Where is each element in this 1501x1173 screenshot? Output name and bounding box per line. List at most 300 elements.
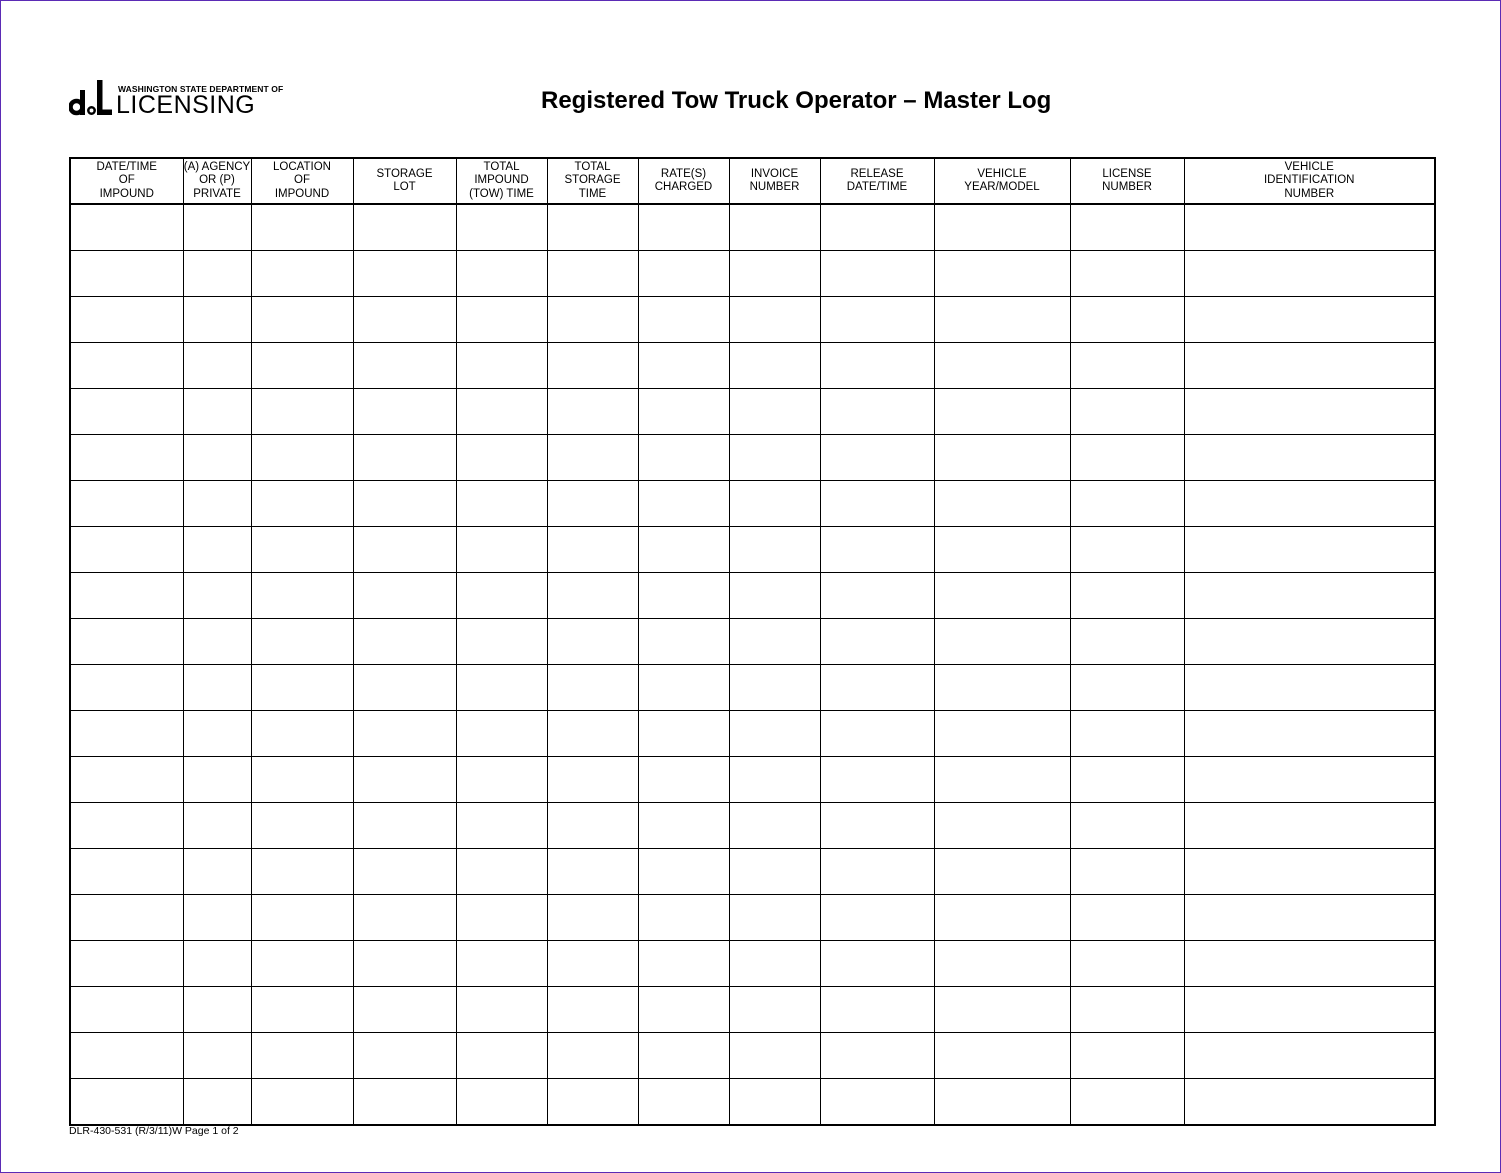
column-header	[729, 158, 820, 204]
log-entry-cell[interactable]	[70, 1079, 183, 1126]
log-entry-cell[interactable]	[820, 251, 934, 297]
log-entry-cell[interactable]	[70, 803, 183, 849]
column-header-line: INVOICE	[750, 167, 799, 180]
log-entry-cell[interactable]	[456, 343, 547, 389]
log-entry-cell[interactable]	[251, 297, 353, 343]
log-entry-cell[interactable]	[1184, 619, 1435, 665]
log-entry-cell[interactable]	[251, 527, 353, 573]
log-entry-cell[interactable]	[456, 665, 547, 711]
column-header	[1070, 158, 1184, 204]
log-entry-cell[interactable]	[820, 803, 934, 849]
column-header-line: VEHICLE	[977, 167, 1027, 180]
log-entry-cell[interactable]	[820, 435, 934, 481]
log-entry-cell[interactable]	[638, 711, 729, 757]
log-entry-cell[interactable]	[1070, 849, 1184, 895]
column-header-line: IDENTIFICATION	[1263, 174, 1355, 187]
log-entry-cell[interactable]	[729, 573, 820, 619]
log-entry-cell[interactable]	[934, 573, 1070, 619]
log-entry-cell[interactable]	[547, 619, 638, 665]
log-entry-cell[interactable]	[934, 527, 1070, 573]
table-row	[70, 481, 1435, 527]
log-entry-cell[interactable]	[547, 343, 638, 389]
log-entry-cell[interactable]	[456, 527, 547, 573]
table-header-row	[70, 158, 1435, 204]
log-entry-cell[interactable]	[251, 343, 353, 389]
log-entry-cell[interactable]	[353, 251, 456, 297]
log-entry-cell[interactable]	[353, 619, 456, 665]
log-entry-cell[interactable]	[353, 757, 456, 803]
log-entry-cell[interactable]	[251, 665, 353, 711]
log-entry-cell[interactable]	[183, 251, 251, 297]
log-entry-cell[interactable]	[70, 527, 183, 573]
log-entry-cell[interactable]	[1070, 389, 1184, 435]
log-entry-cell[interactable]	[353, 481, 456, 527]
log-entry-cell[interactable]	[820, 665, 934, 711]
table-row	[70, 757, 1435, 803]
log-entry-cell[interactable]	[251, 849, 353, 895]
log-entry-cell[interactable]	[353, 573, 456, 619]
log-entry-cell[interactable]	[638, 757, 729, 803]
log-entry-cell[interactable]	[1070, 481, 1184, 527]
log-entry-cell[interactable]	[1070, 987, 1184, 1033]
log-entry-cell[interactable]	[547, 204, 638, 251]
log-entry-cell[interactable]	[456, 204, 547, 251]
log-entry-cell[interactable]	[70, 849, 183, 895]
log-entry-cell[interactable]	[183, 481, 251, 527]
log-entry-cell[interactable]	[353, 849, 456, 895]
table-row	[70, 573, 1435, 619]
log-entry-cell[interactable]	[456, 251, 547, 297]
log-entry-cell[interactable]	[251, 435, 353, 481]
log-entry-cell[interactable]	[1184, 757, 1435, 803]
log-entry-cell[interactable]	[353, 895, 456, 941]
log-entry-cell[interactable]	[547, 389, 638, 435]
log-entry-cell[interactable]	[820, 895, 934, 941]
log-entry-cell[interactable]	[251, 757, 353, 803]
log-entry-cell[interactable]	[547, 481, 638, 527]
table-row	[70, 1079, 1435, 1126]
log-entry-cell[interactable]	[183, 389, 251, 435]
log-entry-cell[interactable]	[934, 757, 1070, 803]
log-entry-cell[interactable]	[183, 849, 251, 895]
log-entry-cell[interactable]	[183, 941, 251, 987]
log-entry-cell[interactable]	[183, 1079, 251, 1126]
log-entry-cell[interactable]	[729, 1079, 820, 1126]
log-entry-cell[interactable]	[638, 527, 729, 573]
log-entry-cell[interactable]	[251, 204, 353, 251]
log-entry-cell[interactable]	[934, 665, 1070, 711]
log-entry-cell[interactable]	[70, 297, 183, 343]
log-entry-cell[interactable]	[638, 343, 729, 389]
log-entry-cell[interactable]	[70, 895, 183, 941]
column-header-line: (A) AGENCY	[183, 160, 251, 173]
log-entry-cell[interactable]	[638, 665, 729, 711]
log-entry-cell[interactable]	[547, 527, 638, 573]
log-entry-cell[interactable]	[1070, 1079, 1184, 1126]
log-entry-cell[interactable]	[1070, 619, 1184, 665]
log-entry-cell[interactable]	[183, 204, 251, 251]
log-entry-cell[interactable]	[547, 251, 638, 297]
log-entry-cell[interactable]	[820, 1033, 934, 1079]
log-entry-cell[interactable]	[70, 435, 183, 481]
log-entry-cell[interactable]	[729, 665, 820, 711]
log-entry-cell[interactable]	[183, 343, 251, 389]
log-entry-cell[interactable]	[456, 389, 547, 435]
log-entry-cell[interactable]	[183, 1033, 251, 1079]
log-entry-cell[interactable]	[729, 757, 820, 803]
log-entry-cell[interactable]	[638, 849, 729, 895]
log-entry-cell[interactable]	[638, 895, 729, 941]
log-entry-cell[interactable]	[729, 435, 820, 481]
log-entry-cell[interactable]	[729, 803, 820, 849]
log-entry-cell[interactable]	[729, 527, 820, 573]
table-row	[70, 1033, 1435, 1079]
log-entry-cell[interactable]	[251, 987, 353, 1033]
log-entry-cell[interactable]	[353, 389, 456, 435]
log-entry-cell[interactable]	[456, 757, 547, 803]
column-header-line: IMPOUND	[474, 174, 529, 187]
log-entry-cell[interactable]	[729, 481, 820, 527]
column-header-line: LOT	[393, 181, 416, 193]
log-entry-cell[interactable]	[1184, 297, 1435, 343]
log-entry-cell[interactable]	[456, 435, 547, 481]
log-entry-cell[interactable]	[934, 849, 1070, 895]
log-entry-cell[interactable]	[251, 1033, 353, 1079]
log-entry-cell[interactable]	[1070, 757, 1184, 803]
log-entry-cell[interactable]	[1184, 849, 1435, 895]
log-entry-cell[interactable]	[70, 481, 183, 527]
column-header-line: OF	[294, 174, 310, 187]
log-entry-cell[interactable]	[456, 895, 547, 941]
log-entry-cell[interactable]	[1070, 435, 1184, 481]
table-row	[70, 665, 1435, 711]
table-row	[70, 204, 1435, 251]
log-entry-cell[interactable]	[456, 941, 547, 987]
log-entry-cell[interactable]	[70, 619, 183, 665]
log-entry-cell[interactable]	[353, 665, 456, 711]
log-entry-cell[interactable]	[251, 389, 353, 435]
log-entry-cell[interactable]	[638, 251, 729, 297]
log-entry-cell[interactable]	[1184, 711, 1435, 757]
log-entry-cell[interactable]	[456, 1079, 547, 1126]
column-header-line: LOCATION	[273, 160, 331, 173]
log-entry-cell[interactable]	[820, 527, 934, 573]
table-row	[70, 619, 1435, 665]
log-entry-cell[interactable]	[456, 803, 547, 849]
log-entry-cell[interactable]	[456, 1033, 547, 1079]
log-entry-cell[interactable]	[547, 803, 638, 849]
column-header	[547, 158, 638, 204]
log-entry-cell[interactable]	[1184, 1079, 1435, 1126]
log-entry-cell[interactable]	[251, 573, 353, 619]
log-entry-cell[interactable]	[1184, 481, 1435, 527]
log-entry-cell[interactable]	[820, 987, 934, 1033]
log-entry-cell[interactable]	[251, 895, 353, 941]
log-entry-cell[interactable]	[1184, 251, 1435, 297]
log-entry-cell[interactable]	[183, 527, 251, 573]
log-entry-cell[interactable]	[934, 1079, 1070, 1126]
log-entry-cell[interactable]	[70, 941, 183, 987]
column-header-line: STORAGE	[564, 174, 621, 187]
log-entry-cell[interactable]	[353, 1079, 456, 1126]
log-entry-cell[interactable]	[251, 803, 353, 849]
logo-agency-line: WASHINGTON STATE DEPARTMENT OF	[118, 84, 284, 94]
log-entry-cell[interactable]	[547, 757, 638, 803]
log-entry-cell[interactable]	[638, 941, 729, 987]
log-entry-cell[interactable]	[1070, 527, 1184, 573]
log-entry-cell[interactable]	[729, 297, 820, 343]
column-header-line: DATE/TIME	[96, 160, 157, 173]
column-header-line: RATE(S)	[660, 167, 707, 180]
log-entry-cell[interactable]	[729, 251, 820, 297]
log-entry-cell[interactable]	[934, 941, 1070, 987]
log-entry-cell[interactable]	[934, 297, 1070, 343]
log-entry-cell[interactable]	[729, 389, 820, 435]
log-entry-cell[interactable]	[934, 204, 1070, 251]
log-entry-cell[interactable]	[638, 389, 729, 435]
master-log-table	[69, 157, 1436, 1126]
log-entry-cell[interactable]	[456, 573, 547, 619]
log-entry-cell[interactable]	[820, 343, 934, 389]
column-header-line: TOTAL	[574, 160, 611, 173]
column-header	[638, 158, 729, 204]
log-entry-cell[interactable]	[1070, 343, 1184, 389]
log-entry-cell[interactable]	[1184, 204, 1435, 251]
log-entry-cell[interactable]	[934, 895, 1070, 941]
column-header-line: OR (P)	[199, 174, 235, 187]
log-entry-cell[interactable]	[638, 619, 729, 665]
log-entry-cell[interactable]	[70, 204, 183, 251]
log-entry-cell[interactable]	[251, 1079, 353, 1126]
log-entry-cell[interactable]	[456, 619, 547, 665]
log-entry-cell[interactable]	[183, 803, 251, 849]
log-entry-cell[interactable]	[729, 941, 820, 987]
page-title: Registered Tow Truck Operator – Master Log	[541, 87, 1052, 114]
column-header	[1184, 158, 1435, 204]
log-entry-cell[interactable]	[729, 204, 820, 251]
log-entry-cell[interactable]	[638, 204, 729, 251]
log-entry-cell[interactable]	[934, 803, 1070, 849]
log-entry-cell[interactable]	[70, 1033, 183, 1079]
column-header-line: CHARGED	[654, 181, 713, 193]
log-entry-cell[interactable]	[729, 1033, 820, 1079]
log-entry-cell[interactable]	[353, 297, 456, 343]
log-entry-cell[interactable]	[183, 987, 251, 1033]
log-entry-cell[interactable]	[456, 987, 547, 1033]
column-header-line: RELEASE	[850, 167, 904, 180]
log-entry-cell[interactable]	[934, 389, 1070, 435]
log-entry-cell[interactable]	[456, 297, 547, 343]
log-entry-cell[interactable]	[183, 665, 251, 711]
log-entry-cell[interactable]	[547, 573, 638, 619]
column-header-line: PRIVATE	[193, 187, 241, 200]
log-entry-cell[interactable]	[1070, 665, 1184, 711]
log-entry-cell[interactable]	[183, 619, 251, 665]
log-entry-cell[interactable]	[183, 711, 251, 757]
log-entry-cell[interactable]	[934, 987, 1070, 1033]
log-entry-cell[interactable]	[820, 204, 934, 251]
dol-logo	[69, 79, 284, 119]
log-entry-cell[interactable]	[934, 481, 1070, 527]
log-entry-cell[interactable]	[638, 1079, 729, 1126]
log-entry-cell[interactable]	[729, 711, 820, 757]
log-entry-cell[interactable]	[70, 757, 183, 803]
log-entry-cell[interactable]	[183, 895, 251, 941]
log-entry-cell[interactable]	[1070, 204, 1184, 251]
log-entry-cell[interactable]	[1184, 665, 1435, 711]
column-header-line: YEAR/MODEL	[964, 181, 1040, 193]
log-entry-cell[interactable]	[1070, 803, 1184, 849]
log-entry-cell[interactable]	[638, 481, 729, 527]
log-entry-cell[interactable]	[547, 1079, 638, 1126]
log-entry-cell[interactable]	[638, 1033, 729, 1079]
log-entry-cell[interactable]	[183, 573, 251, 619]
log-entry-cell[interactable]	[1184, 941, 1435, 987]
log-entry-cell[interactable]	[547, 941, 638, 987]
column-header-line: VEHICLE	[1284, 160, 1334, 173]
log-entry-cell[interactable]	[547, 849, 638, 895]
log-entry-cell[interactable]	[729, 849, 820, 895]
log-entry-cell[interactable]	[1070, 895, 1184, 941]
log-entry-cell[interactable]	[638, 573, 729, 619]
log-entry-cell[interactable]	[729, 619, 820, 665]
table-row	[70, 389, 1435, 435]
table-row	[70, 941, 1435, 987]
log-entry-cell[interactable]	[934, 619, 1070, 665]
log-entry-cell[interactable]	[70, 389, 183, 435]
log-entry-cell[interactable]	[1070, 941, 1184, 987]
column-header-line: NUMBER	[749, 181, 800, 193]
log-entry-cell[interactable]	[251, 481, 353, 527]
column-header-line: TIME	[578, 187, 607, 200]
log-entry-cell[interactable]	[456, 849, 547, 895]
log-entry-cell[interactable]	[1070, 297, 1184, 343]
log-entry-cell[interactable]	[820, 711, 934, 757]
table-row	[70, 849, 1435, 895]
log-entry-cell[interactable]	[456, 481, 547, 527]
log-entry-cell[interactable]	[353, 435, 456, 481]
column-header-line: LICENSE	[1102, 167, 1152, 180]
table-row	[70, 803, 1435, 849]
log-entry-cell[interactable]	[820, 389, 934, 435]
column-header-line: (TOW) TIME	[469, 187, 534, 200]
log-entry-cell[interactable]	[1184, 435, 1435, 481]
log-entry-cell[interactable]	[934, 251, 1070, 297]
log-entry-cell[interactable]	[638, 297, 729, 343]
log-entry-cell[interactable]	[547, 987, 638, 1033]
log-entry-cell[interactable]	[934, 343, 1070, 389]
log-entry-cell[interactable]	[1070, 573, 1184, 619]
log-entry-cell[interactable]	[353, 343, 456, 389]
log-entry-cell[interactable]	[183, 757, 251, 803]
log-entry-cell[interactable]	[1070, 1033, 1184, 1079]
log-entry-cell[interactable]	[353, 987, 456, 1033]
log-entry-cell[interactable]	[820, 849, 934, 895]
log-entry-cell[interactable]	[353, 711, 456, 757]
table-row	[70, 251, 1435, 297]
log-entry-cell[interactable]	[820, 757, 934, 803]
log-entry-cell[interactable]	[547, 1033, 638, 1079]
log-entry-cell[interactable]	[547, 895, 638, 941]
log-entry-cell[interactable]	[70, 343, 183, 389]
column-header-line: DATE/TIME	[846, 181, 908, 193]
log-entry-cell[interactable]	[638, 987, 729, 1033]
log-entry-cell[interactable]	[1184, 343, 1435, 389]
log-entry-cell[interactable]	[70, 573, 183, 619]
log-entry-cell[interactable]	[183, 297, 251, 343]
log-entry-cell[interactable]	[1070, 251, 1184, 297]
log-entry-cell[interactable]	[456, 711, 547, 757]
log-entry-cell[interactable]	[547, 665, 638, 711]
log-entry-cell[interactable]	[1184, 987, 1435, 1033]
log-entry-cell[interactable]	[1184, 573, 1435, 619]
log-entry-cell[interactable]	[1184, 895, 1435, 941]
log-entry-cell[interactable]	[353, 1033, 456, 1079]
log-entry-cell[interactable]	[353, 803, 456, 849]
log-entry-cell[interactable]	[820, 573, 934, 619]
log-entry-cell[interactable]	[70, 987, 183, 1033]
column-header	[70, 158, 183, 204]
log-entry-cell[interactable]	[353, 527, 456, 573]
log-entry-cell[interactable]	[1070, 711, 1184, 757]
logo-name: LICENSING	[116, 91, 256, 119]
log-entry-cell[interactable]	[820, 619, 934, 665]
log-entry-cell[interactable]	[547, 711, 638, 757]
log-entry-cell[interactable]	[70, 711, 183, 757]
log-entry-cell[interactable]	[1184, 1033, 1435, 1079]
column-header-line: STORAGE	[376, 167, 433, 180]
log-entry-cell[interactable]	[353, 941, 456, 987]
log-entry-cell[interactable]	[1184, 389, 1435, 435]
log-entry-cell[interactable]	[820, 481, 934, 527]
log-entry-cell[interactable]	[729, 343, 820, 389]
table-row	[70, 527, 1435, 573]
log-entry-cell[interactable]	[251, 251, 353, 297]
table-row	[70, 895, 1435, 941]
log-entry-cell[interactable]	[820, 1079, 934, 1126]
log-entry-cell[interactable]	[251, 711, 353, 757]
log-entry-cell[interactable]	[729, 987, 820, 1033]
log-entry-cell[interactable]	[934, 435, 1070, 481]
table-row	[70, 435, 1435, 481]
log-entry-cell[interactable]	[547, 435, 638, 481]
log-entry-cell[interactable]	[1184, 803, 1435, 849]
log-entry-cell[interactable]	[70, 665, 183, 711]
column-header	[251, 158, 353, 204]
log-entry-cell[interactable]	[353, 204, 456, 251]
column-header-line: TOTAL	[483, 160, 520, 173]
log-entry-cell[interactable]	[934, 1033, 1070, 1079]
column-header	[183, 158, 251, 204]
log-entry-cell[interactable]	[183, 435, 251, 481]
column-header-line: OF	[118, 174, 135, 187]
log-entry-cell[interactable]	[638, 803, 729, 849]
column-header	[934, 158, 1070, 204]
log-entry-cell[interactable]	[820, 297, 934, 343]
table-row	[70, 711, 1435, 757]
log-entry-cell[interactable]	[729, 895, 820, 941]
table-body	[70, 204, 1435, 1125]
column-header-line: IMPOUND	[274, 187, 330, 200]
log-entry-cell[interactable]	[547, 297, 638, 343]
log-entry-cell[interactable]	[638, 435, 729, 481]
log-entry-cell[interactable]	[70, 251, 183, 297]
log-entry-cell[interactable]	[251, 941, 353, 987]
log-entry-cell[interactable]	[251, 619, 353, 665]
log-entry-cell[interactable]	[820, 941, 934, 987]
log-entry-cell[interactable]	[1184, 527, 1435, 573]
log-entry-cell[interactable]	[934, 711, 1070, 757]
